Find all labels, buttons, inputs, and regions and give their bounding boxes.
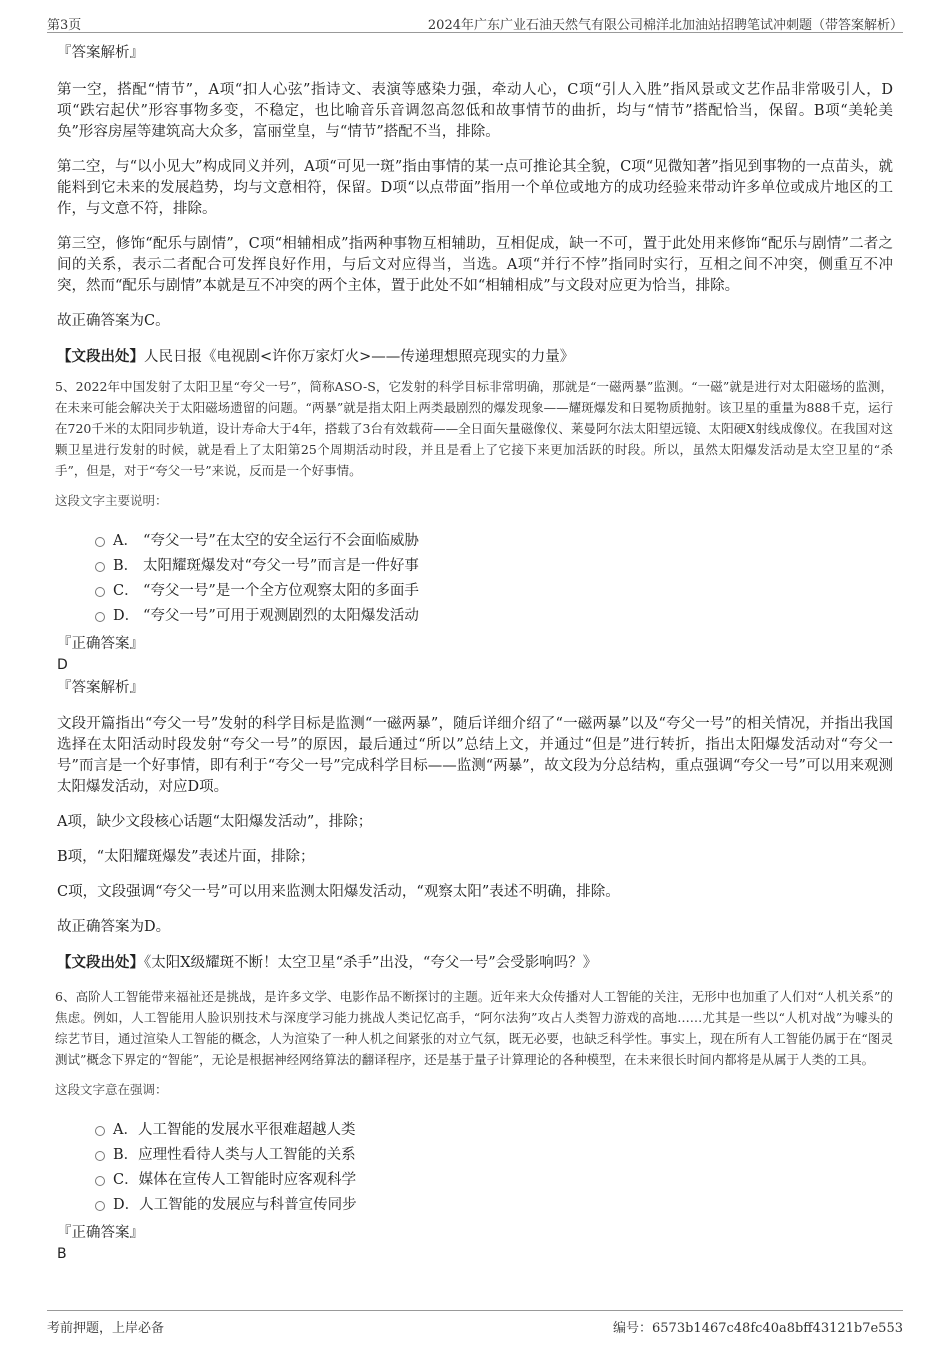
answer-value: B <box>57 1246 67 1262</box>
radio-icon[interactable] <box>95 587 105 597</box>
radio-icon[interactable] <box>95 537 105 547</box>
option-a[interactable]: A． 人工智能的发展水平很难超越人类 <box>95 1116 893 1141</box>
answer-label: 『正确答案』 <box>57 636 144 652</box>
footer-slogan: 考前押题，上岸必备 <box>47 1321 165 1336</box>
analysis-paragraph: 第一空，搭配“情节”，A项“扣人心弦”指诗文、表演等感染力强，牵动人心，C项“引人入胜”指风景或文艺作品非常吸引人，D项“跌宕起伏”形容事物多变，不稳定，也比喻音乐音调忽高忽低和故事情节的曲折，均与“情节”搭配恰当，保留。B项“美轮美奂”形容房屋等建筑高大众多，富丽堂皇，与“情节”搭配不当，排除。 <box>57 82 893 140</box>
question-6-stem: 6、高阶人工智能带来福祉还是挑战，是许多文学、电影作品不断探讨的主题。近年来大众传播对人工智能的关注，无形中也加重了人们对“人机关系”的焦虑。例如，人工智能用人脸识别技术与深度学习能力挑战人类记忆高手，“阿尔法狗”攻占人类智力游戏的高地……尤其是一些以“人机对战”为噱头的综艺节目，通过渲染人工智能的概念，人为渲染了一种人机之间紧张的对立气氛，既无必要，也缺乏科学性。事实上，现在所有人工智能仍属于在“图灵测试”概念下界定的“智能”，无论是根据神经网络算法的翻译程序，还是基于量子计算理论的各种模型，在未来很长时间内都将是从属于人类的工具。 <box>55 989 893 1067</box>
document-id: 编号：6573b1467c48fc40a8bff43121b7e553 <box>613 1321 903 1336</box>
final-answer-statement: 故正确答案为C。 <box>57 313 170 329</box>
final-answer-statement: 故正确答案为D。 <box>57 919 171 935</box>
analysis-paragraph: B项，“太阳耀斑爆发”表述片面，排除； <box>57 849 315 865</box>
analysis-label: 『答案解析』 <box>57 45 144 61</box>
question-5-options <box>95 527 893 627</box>
source-label: 【文段出处】 <box>57 954 144 971</box>
answer-value: D <box>57 657 68 673</box>
radio-icon[interactable] <box>95 1151 105 1161</box>
analysis-paragraph: 第三空，修饰“配乐与剧情”，C项“相辅相成”指两种事物互相辅助，互相促成，缺一不可，置于此处用来修饰“配乐与剧情”二者之间的关系，表示二者配合可发挥良好作用，与后文对应得当，当选。A项“并行不悖”指同时实行，互相之间不冲突，侧重互不冲突，然而“配乐与剧情”本就是互不冲突的两个主体，置于此处不如“相辅相成”与文段对应更为恰当，排除。 <box>57 236 893 294</box>
radio-icon[interactable] <box>95 612 105 622</box>
question-5-stem: 5、2022年中国发射了太阳卫星“夸父一号”，简称ASO-S，它发射的科学目标非常明确，那就是“一磁两暴”监测。“一磁”就是进行对太阳磁场的监测，在未来可能会解决关于太阳磁场遗留的问题。“两暴”就是指太阳上两类最剧烈的爆发现象——耀斑爆发和日冕物质抛射。该卫星的重量为888千克，运行在720千米的太阳同步轨道，设计寿命大于4年，搭载了3台有效载荷——全日面矢量磁像仪、莱曼阿尔法太阳望远镜、太阳硬X射线成像仪。在我国对这颗卫星进行发射的时候，就是看上了太阳第25个周期活动时段，并且是看上了它接下来更加活跃的时段。所以，虽然太阳爆发活动是太空卫星的“杀手”，但是，对于“夸父一号”来说，反而是一个好事情。 <box>55 379 893 478</box>
analysis-paragraph: 文段开篇指出“夸父一号”发射的科学目标是监测“一磁两暴”，随后详细介绍了“一磁两暴”以及“夸父一号”的相关情况，并指出我国选择在太阳活动时段发射“夸父一号”的原因，最后通过“所以”总结上文，并通过“但是”进行转折，指出太阳爆发活动对“夸父一号”而言是一个好事情，即有利于“夸父一号”完成科学目标——监测“两暴”，故文段为分总结构，重点强调“夸父一号”可以用来观测太阳爆发活动，对应D项。 <box>57 716 893 795</box>
question-5-prompt: 这段文字主要说明： <box>55 493 168 508</box>
analysis-paragraph: A项，缺少文段核心话题“太阳爆发活动”，排除； <box>57 814 373 830</box>
option-c[interactable]: C． “夸父一号”是一个全方位观察太阳的多面手 <box>95 577 893 602</box>
analysis-label: 『答案解析』 <box>57 680 144 696</box>
radio-icon[interactable] <box>95 1201 105 1211</box>
option-d[interactable]: D． “夸父一号”可用于观测剧烈的太阳爆发活动 <box>95 602 893 627</box>
page-number: 第3页 <box>47 18 82 33</box>
option-b[interactable]: B． 太阳耀斑爆发对“夸父一号”而言是一件好事 <box>95 552 893 577</box>
question-6-prompt: 这段文字意在强调： <box>55 1082 168 1097</box>
option-c[interactable]: C． 媒体在宣传人工智能时应客观科学 <box>95 1166 893 1191</box>
source-label: 【文段出处】 <box>57 348 144 365</box>
page-header <box>47 10 903 33</box>
source-text: 人民日报《电视剧<许你万家灯火>——传递理想照亮现实的力量》 <box>144 349 575 365</box>
page-footer <box>47 1310 903 1339</box>
source-citation <box>57 952 893 974</box>
question-6-options <box>95 1116 893 1216</box>
document-title: 2024年广东广业石油天然气有限公司棉洋北加油站招聘笔试冲刺题（带答案解析） <box>427 18 903 33</box>
option-a[interactable]: A． “夸父一号”在太空的安全运行不会面临威胁 <box>95 527 893 552</box>
source-text: 《太阳X级耀斑不断！太空卫星“杀手”出没，“夸父一号”会受影响吗？》 <box>144 955 598 971</box>
radio-icon[interactable] <box>95 1126 105 1136</box>
page-content <box>57 42 893 1268</box>
analysis-paragraph: C项，文段强调“夸父一号”可以用来监测太阳爆发活动，“观察太阳”表述不明确，排除。 <box>57 884 620 900</box>
answer-label: 『正确答案』 <box>57 1225 144 1241</box>
analysis-paragraph: 第二空，与“以小见大”构成同义并列，A项“可见一斑”指由事情的某一点可推论其全貌，C项“见微知著”指见到事物的一点苗头，就能料到它未来的发展趋势，均与文意相符，保留。D项“以点带面”指用一个单位或地方的成功经验来带动许多单位或成片地区的工作，与文意不符，排除。 <box>57 159 893 217</box>
option-d[interactable]: D． 人工智能的发展应与科普宣传同步 <box>95 1191 893 1216</box>
source-citation <box>57 346 893 368</box>
radio-icon[interactable] <box>95 562 105 572</box>
radio-icon[interactable] <box>95 1176 105 1186</box>
option-b[interactable]: B． 应理性看待人类与人工智能的关系 <box>95 1141 893 1166</box>
